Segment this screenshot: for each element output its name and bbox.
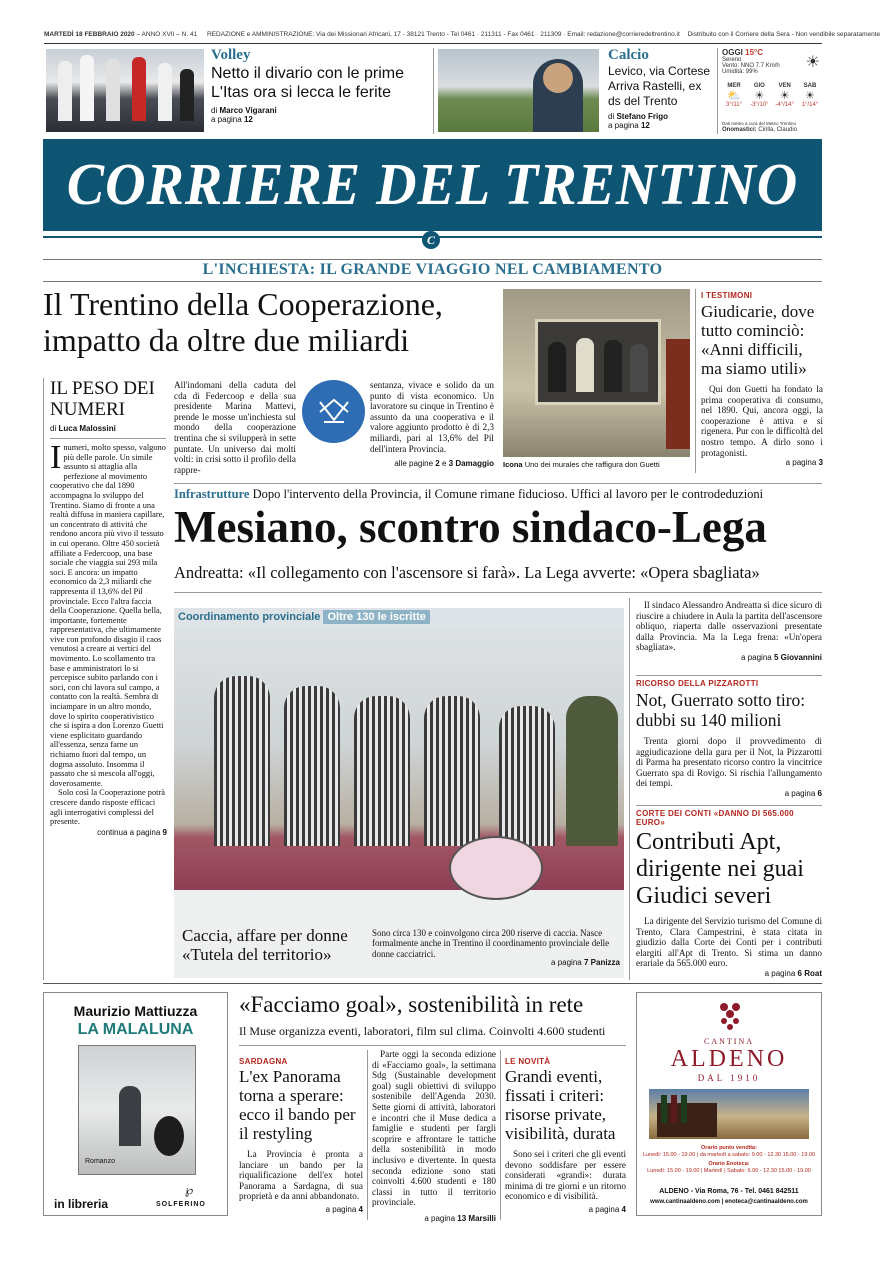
masthead-logo: C [422, 231, 440, 249]
volley-kicker: Volley [211, 47, 251, 63]
caccia-title: Caccia, affare per donne «Tutela del territorio» [182, 926, 348, 964]
sun-cloud-icon: ⛅ [727, 90, 741, 102]
calcio-page: 12 [640, 121, 650, 130]
page-ref-label: a pagina [785, 458, 817, 468]
page-ref-label: a pagina [211, 115, 242, 124]
wine-name: ALDENO [670, 1046, 788, 1072]
apt-article[interactable] [636, 809, 822, 978]
weather-line1: Sereno [722, 57, 742, 63]
continue-label: continua a pagina [97, 827, 161, 837]
dropcap: I [50, 439, 62, 476]
onomastici-label: Onomastici: [722, 127, 757, 133]
mesiano-text: Il sindaco Alessandro Andreatta si dice sicuro di riuscire a chiudere in Aula la partita dell'ascensore obliquo, riaperta dalle osservazioni presentate dalla Provincia. Ma la Lega frena: «Un'opera sbagliata». [636, 600, 822, 653]
mesiano-headline[interactable]: Mesiano, scontro sindaco-Lega [174, 502, 767, 552]
mesiano-page: 5 [773, 652, 779, 662]
apt-page: 6 [797, 968, 802, 978]
apt-author: Roat [804, 968, 822, 978]
eventi-article[interactable] [505, 1057, 626, 1214]
masthead[interactable] [43, 139, 822, 231]
page-ref-label: a pagina [551, 958, 582, 967]
weather-line2: Vento: NNO 7.7 Km/h [722, 63, 780, 69]
weather-day [773, 83, 797, 108]
goal-author: Marsilli [468, 1213, 496, 1223]
weather-day-temps: 3°/11° [725, 102, 743, 108]
calcio-author: Stefano Frigo [616, 112, 669, 121]
weather-day-temps: -3°/10° [750, 102, 769, 108]
panorama-text: La Provincia è pronta a lanciare un bando per la riqualificazione dell'ex hotel Panorama a Sardagna, di sua proprietà e da anni abbandonato. [239, 1149, 363, 1202]
weather-day [722, 83, 746, 108]
editorial-title: IL PESO DEI NUMERI [50, 378, 155, 420]
calcio-kicker: Calcio [608, 47, 649, 63]
mesiano-text-block[interactable] [636, 600, 822, 662]
masthead-title: CORRIERE DEL TRENTINO [66, 152, 799, 218]
weather-box [722, 48, 822, 134]
pizzarotti-kicker: RICORSO DELLA PIZZAROTTI [636, 679, 759, 688]
caccia-text: Sono circa 130 e coinvolgono circa 200 riserve di caccia. Nasce formalmente anche in Trentino il coordinamento provinciale delle donne cacciatrici. [372, 928, 610, 959]
calcio-teaser[interactable] [608, 47, 713, 130]
editorial-author: Luca Malossini [58, 424, 116, 433]
panorama-kicker: SARDAGNA [239, 1057, 288, 1066]
byline-prefix: di [211, 106, 218, 115]
weather-today-label: OGGI [722, 48, 743, 57]
wine-enoteca: Lunedì: 15.00 - 19.00 | Martedì | Sabato: 9.00 - 12.30 15.00 - 19.00 [647, 1168, 811, 1174]
page-ref-label: a pagina [608, 121, 639, 130]
weather-day-temps: -4°/14° [775, 102, 794, 108]
page-ref-label: a pagina [424, 1213, 456, 1223]
book-ad[interactable] [43, 992, 228, 1216]
redazione-info: REDAZIONE e AMMINISTRAZIONE: Via dei Missionari Africani, 17 - 38121 Trento - Tel 0461 · 211311 - Fax 0461 · 211309 · Email: redazione@corrieredeltrentino.it [206, 31, 680, 38]
solferino-icon: ℘ [184, 1183, 194, 1197]
volley-page: 12 [243, 115, 253, 124]
goal-headline[interactable]: «Facciamo goal», sostenibilità in rete [239, 992, 584, 1017]
wine-photo [649, 1089, 809, 1139]
volley-teaser[interactable] [211, 47, 431, 124]
eventi-page: 4 [621, 1204, 626, 1214]
weather-note: Dati meteo a cura del Meteo Trentino [722, 121, 797, 126]
coop-logo [302, 380, 365, 443]
panorama-page: 4 [358, 1204, 363, 1214]
book-cover [78, 1045, 196, 1175]
weather-day [747, 83, 771, 108]
page-ref-label: a pagina [741, 652, 772, 662]
sun-icon: ☀ [754, 90, 765, 102]
page-ref-label: a pagina [325, 1204, 357, 1214]
book-genre: Romanzo [85, 1158, 115, 1165]
volley-author: Marco Vigarani [219, 106, 277, 115]
distribution-note: Distribuito con il Corriere della Sera - Non vendibile separatamente [687, 31, 880, 38]
lead-col1: All'indomani della caduta del cda di Federcoop e della sua presidente Marina Mattevi, prende le mosse un'inchiesta sul mondo della cooperazione trentina che si svilupperà in sette puntate. Un universo dai molti volti: in crisi sotto il profilo della rappre- [174, 380, 296, 475]
volley-title: Netto il divario con le prime L'Itas ora si lecca le ferite [211, 65, 404, 101]
caccia-author: Panizza [590, 958, 620, 967]
panorama-article[interactable] [239, 1057, 363, 1214]
eventi-text: Sono sei i criteri che gli eventi devono soddisfare per essere considerati «grandi»: durata minima di tre giorni e un ritorno economico e di visibilità. [505, 1149, 626, 1202]
lead-col2: sentanza, vivace e solido da un punto di vista economico. Un lavoratore su cinque in Trentino è assunto da una cooperativa e il valore aggiunto prodotto è di 2,3 miliardi, pari al 13,6% del Pil dell'intera Provincia. [370, 380, 494, 454]
wine-address: ALDENO - Via Roma, 76 - Tel. 0461 842511 [659, 1188, 799, 1195]
mural-photo [503, 289, 690, 457]
testimoni-article[interactable] [701, 291, 823, 467]
weather-today-temp: 15°C [745, 48, 763, 57]
wine-cantina: CANTINA [704, 1037, 754, 1046]
mesiano-kicker-text: Dopo l'intervento della Provincia, il Comune rimane fiducioso. Uffici al lavoro per le controdeduzioni [252, 487, 764, 501]
wine-since: DAL 1910 [697, 1073, 761, 1083]
weather-day-name: GIO [753, 83, 765, 89]
pizzarotti-text: Trenta giorni dopo il provvedimento di aggiudicazione della gara per il Not, la Pizzarotti di Parma ha presentato ricorso contro la vincitrice Guerrato spa di Rovigo. Si rischia l'allungamento dei tempi. [636, 736, 822, 789]
caccia-page: 7 [583, 958, 589, 967]
volley-photo [46, 49, 204, 132]
weather-day-name: VEN [778, 83, 791, 89]
wine-web[interactable]: www.cantinaaldeno.com | enoteca@cantinaaldeno.com [650, 1199, 808, 1205]
caption-text: Uno dei murales che raffigura don Guetti [524, 460, 660, 469]
eventi-title: Grandi eventi, fissati i criteri: risorse private, visibilità, durata [505, 1067, 616, 1143]
weather-day-temps: 1°/14° [801, 102, 819, 108]
wine-enoteca-label: Orario Enoteca: [708, 1161, 750, 1167]
calcio-photo [438, 49, 599, 132]
goal-text: Parte oggi la seconda edizione di «Facciamo goal», la settimana Sdg (Sustainable development goal) sugli obiettivi di sviluppo sostenibile dell'Agenda 2030. Sette giorni di attività, laboratori e incontri che il Muse dedica a famiglie e studenti per fargli scoprire e affrontare le tattiche della sostenibilità in modo inclusivo e divertente. In questa seconda edizione sono stati coinvolti 4.600 studenti e 180 classi in tutto il territorio provinciale. [372, 1049, 496, 1208]
panorama-title: L'ex Panorama torna a sperare: ecco il bando per il restyling [239, 1067, 356, 1143]
goal-subhead: Il Muse organizza eventi, laboratori, film sul clima. Coinvolti 4.600 studenti [239, 1024, 606, 1038]
page-ref-label: a pagina [588, 1204, 620, 1214]
pizzarotti-page: 6 [817, 788, 822, 798]
continue-page[interactable]: 9 [162, 827, 167, 837]
mesiano-kicker-line [174, 487, 822, 502]
caccia-banner-highlight: Oltre 130 le iscritte [323, 610, 429, 624]
sun-icon: ☀ [805, 54, 820, 71]
eventi-kicker: LE NOVITÀ [505, 1057, 551, 1066]
lead-headline[interactable]: Il Trentino della Cooperazione, impatto da oltre due miliardi [43, 286, 443, 358]
byline-prefix: di [608, 112, 615, 121]
weather-day [798, 83, 822, 108]
mesiano-author: Giovannini [780, 652, 822, 662]
testimoni-page: 3 [818, 458, 823, 468]
editorial-text: numeri, molto spesso, valgono più delle parole. Un simile assunto si attaglia alla perfezione al movimento cooperativo che dal 1890 accompagna lo sviluppo del Trentino. Siamo di fronte a una realtà diffusa in maniera capillare, un concentrato di attività che rendono ancora più vivo il tessuto in cui operano. Oltre 450 società affiliate a Federcoop, una base sociale che viaggia sui 293 mila soci. E ancora: un impatto economico da 2,3 miliardi che rappresenta il 13,6% del Pil provinciale. Ecco l'altra faccia della Cooperazione. Quella bella, importante, fortemente rappresentativa, che ultimamente vive con profondo disagio il caos venutosi a creare ai vertici del movimento. Lo scollamento tra base e amministratori lo si percepisce subito parlando con i soci, con chi lavora sul campo, a contatto con la realtà. Sembra di inciampare in un altro mondo, dove lo spirito cooperativistico che si ispira a don Lorenzo Guetti viene esplicitato guardando all'essenza, senza farne un richiamo fuori dal tempo, un dogma assoluto. Insomma il passato che si mescola all'oggi, doverosamente. [50, 443, 166, 788]
issue-date: MARTEDÌ 18 FEBBRAIO 2020 [44, 31, 135, 38]
caccia-block[interactable] [174, 608, 624, 978]
apt-text: La dirigente del Servizio turismo del Comune di Trento, Clara Campestrini, è stata citata in giudizio dalla Corte dei Conti per i contributi elargiti all'Apt di Trento. Si stima un danno erariale da 565.000 euro. [636, 916, 822, 969]
calcio-title: Levico, via Cortese Arriva Rastelli, ex ds del Trento [608, 64, 711, 108]
weather-day-name: MER [727, 83, 741, 89]
sun-icon: ☀ [779, 90, 790, 102]
grape-icon [715, 999, 745, 1033]
wine-orario-label: Orario punto vendita: [701, 1145, 757, 1151]
page-ref-label: a pagina [784, 788, 816, 798]
section-banner: L'INCHIESTA: IL GRANDE VIAGGIO NEL CAMBIAMENTO [202, 261, 663, 278]
byline-prefix: di [50, 424, 57, 433]
sun-icon: ☀ [805, 90, 815, 102]
apt-kicker: CORTE DEI CONTI «DANNO DI 565.000 EURO» [636, 809, 794, 827]
book-title: LA MALALUNA [77, 1021, 194, 1038]
pizzarotti-article[interactable] [636, 679, 822, 798]
apt-title: Contributi Apt, dirigente nei guai Giudici severi [636, 829, 804, 909]
editorial-text2: Solo così la Cooperazione potrà crescere dando risposte efficaci agli interrogativi complessi del presente. [50, 788, 165, 827]
book-publisher: SOLFERINO [156, 1201, 206, 1208]
book-author: Maurizio Mattiuzza [73, 1003, 198, 1019]
book-in-libreria: in libreria [54, 1197, 109, 1211]
caccia-photo [174, 626, 624, 890]
onomastici-names: Cirilla, Claudio [758, 127, 798, 133]
goal-article[interactable] [372, 1049, 496, 1223]
lead-ref[interactable]: alle pagine 2 e 3 Damaggio [394, 459, 494, 468]
pizzarotti-title: Not, Guerrato sotto tiro: dubbi su 140 milioni [636, 690, 806, 730]
wine-ad[interactable] [636, 992, 822, 1216]
issue-number: – ANNO XVII – N. 41 [134, 31, 198, 38]
weather-line3: Umidità: 99% [722, 69, 758, 75]
weather-day-name: SAB [803, 83, 817, 89]
page-ref-label: a pagina [764, 968, 796, 978]
wine-orario: Lunedì: 15.00 - 19.00 | da martedì a sabato: 9.00 - 12.30 15.00 - 19.00 [642, 1152, 816, 1158]
testimoni-title: Giudicarie, dove tutto cominciò: «Anni difficili, ma siamo utili» [701, 302, 815, 378]
top-bar [44, 31, 880, 43]
editorial-column [43, 378, 167, 980]
mesiano-subhead: Andreatta: «Il collegamento con l'ascensore si farà». La Lega avverte: «Opera sbagliata» [174, 563, 760, 582]
testimoni-kicker: I TESTIMONI [701, 291, 753, 300]
mesiano-kicker: Infrastrutture [174, 487, 250, 501]
caccia-banner-label: Coordinamento provinciale [178, 611, 321, 623]
testimoni-text: Qui don Guetti ha fondato la prima cooperativa di consumo, nel 1890. Qui, ancora oggi, la cooperazione è attiva e si rigenera. Pur con le difficoltà del nostro tempo. A dirlo sono i protagonisti. [701, 384, 823, 458]
caption-label: Icona [503, 460, 523, 469]
mural-caption [503, 460, 693, 469]
goal-page: 13 [457, 1213, 467, 1223]
